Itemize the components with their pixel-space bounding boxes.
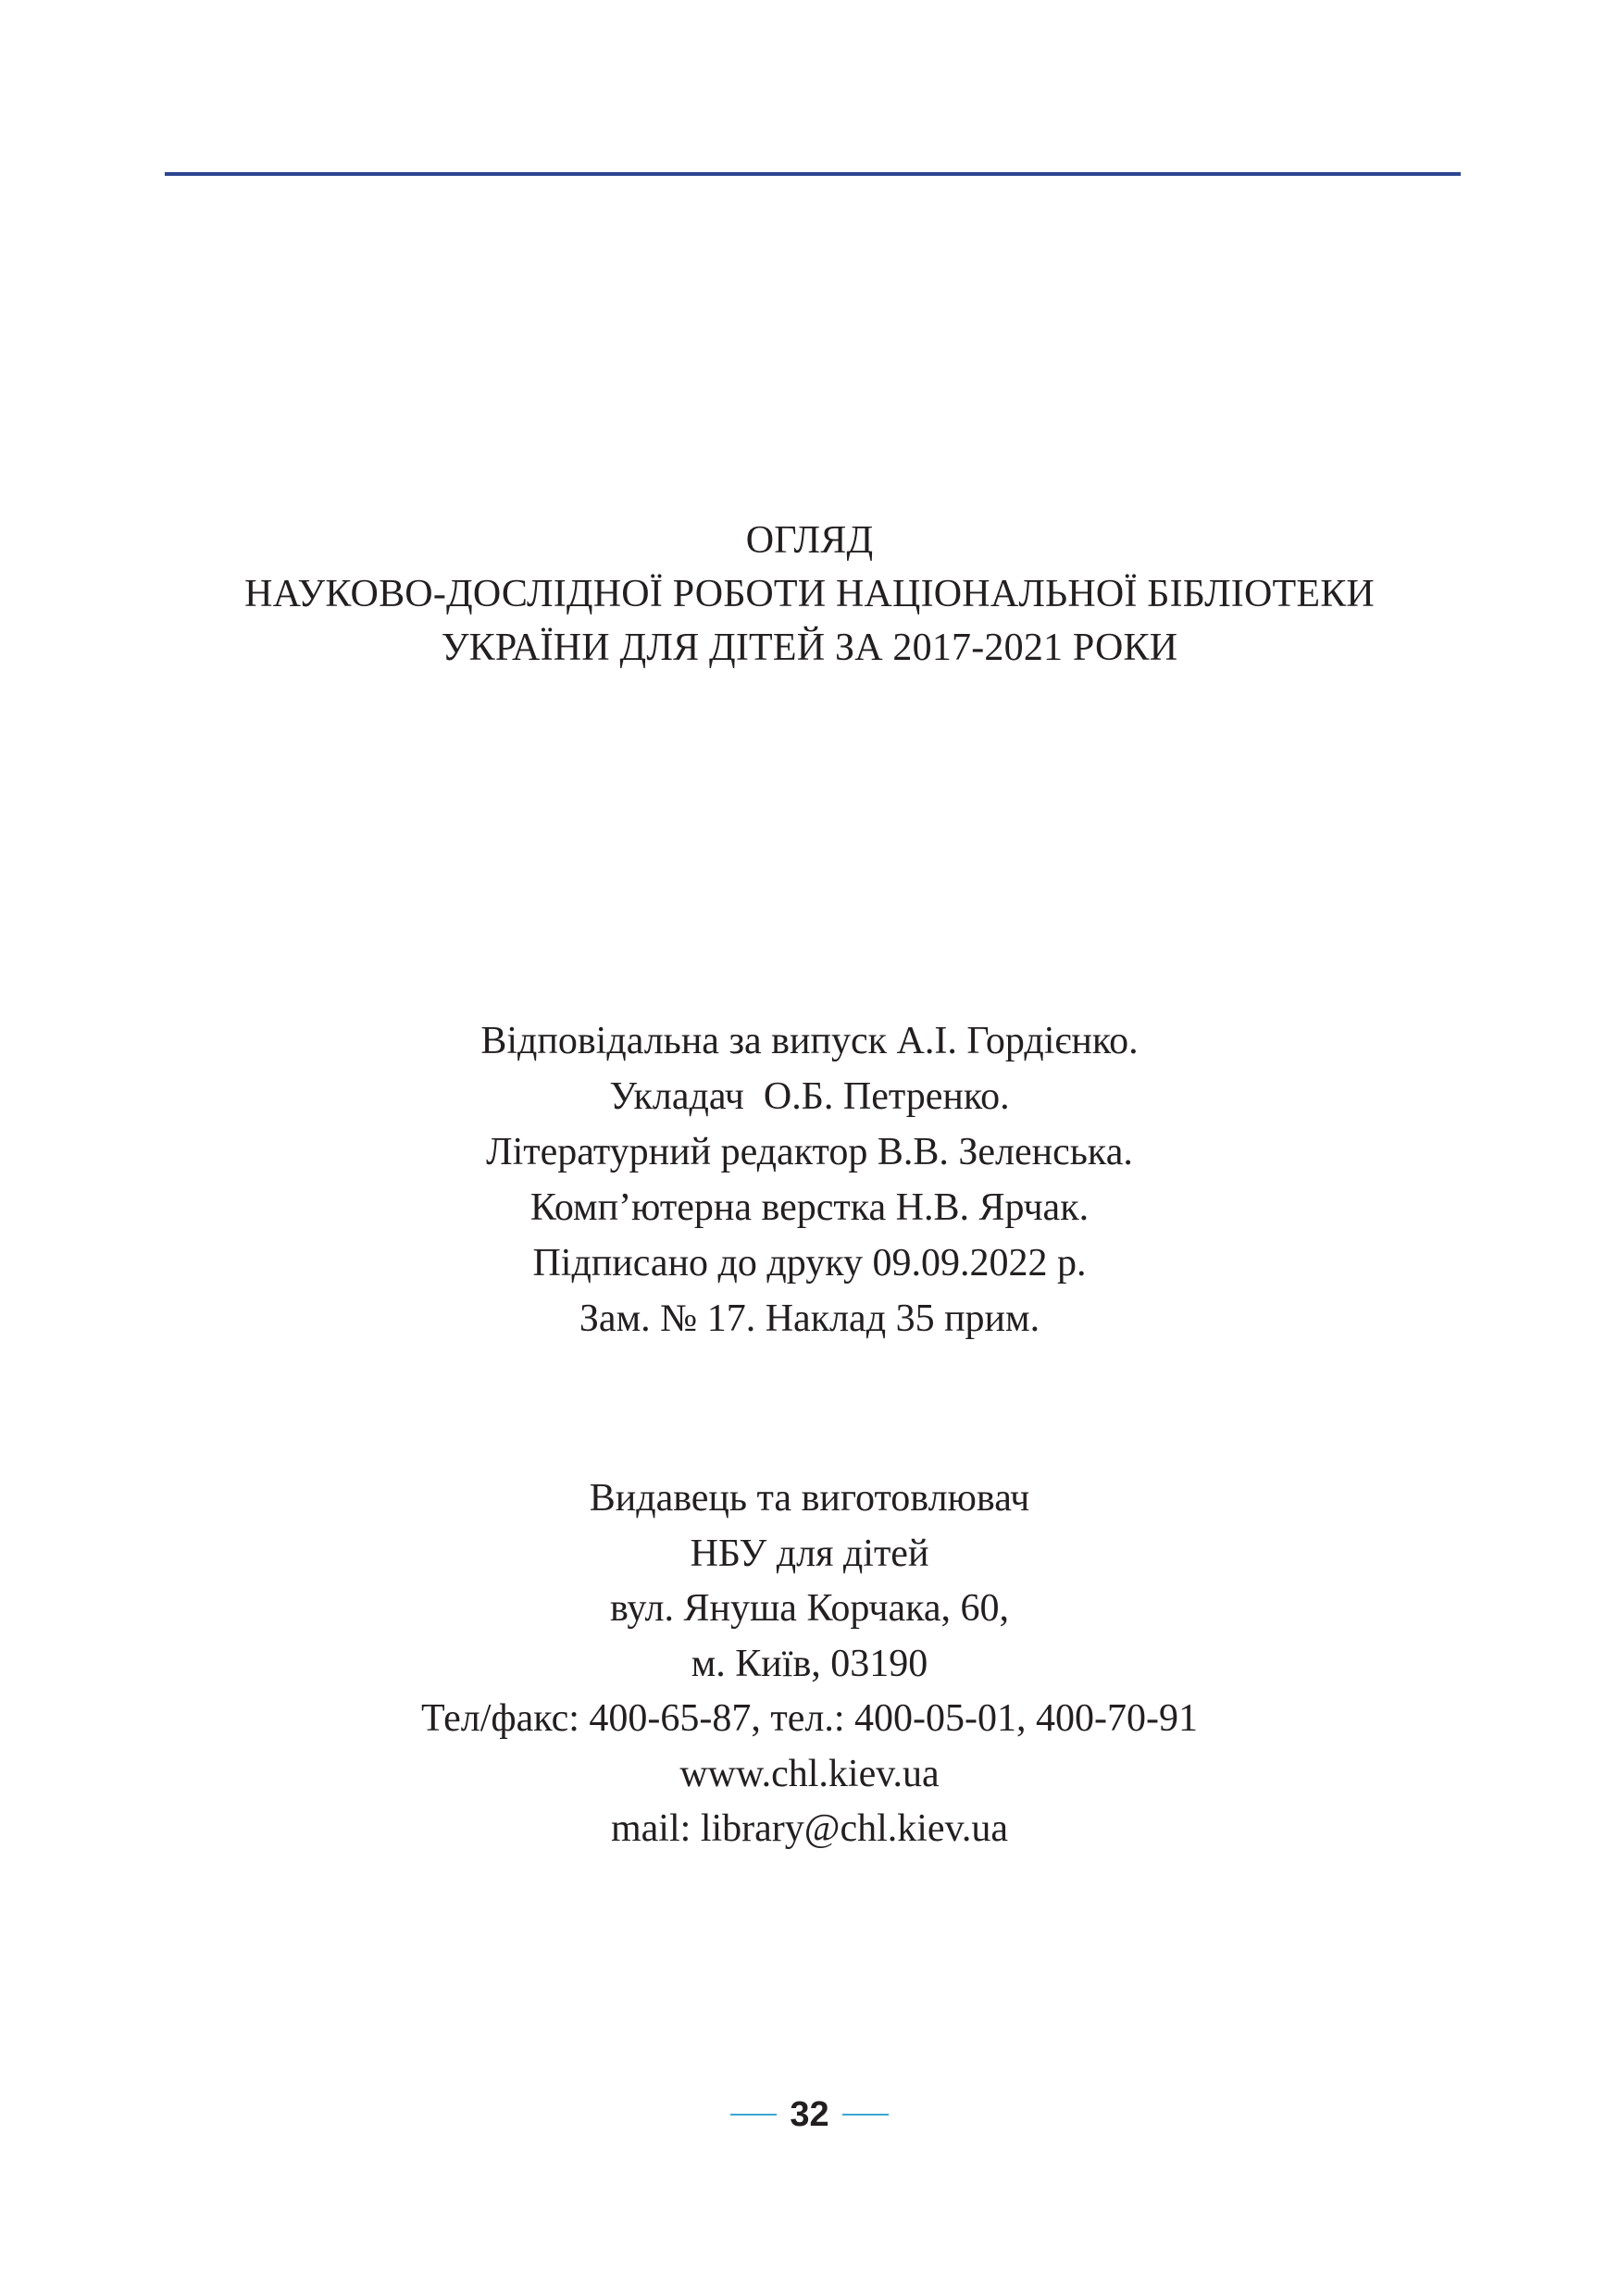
- title-line: УКРАЇНИ ДЛЯ ДІТЕЙ ЗА 2017-2021 РОКИ: [441, 627, 1178, 669]
- page-number: 32: [790, 2095, 829, 2134]
- credit-line: Укладач О.Б. Петренко.: [609, 1075, 1010, 1118]
- page-number-dash-right: [842, 2114, 889, 2116]
- credits-block: [0, 1013, 1619, 1347]
- document-title: [0, 514, 1619, 675]
- publisher-block: [0, 1471, 1619, 1857]
- header-rule: [165, 172, 1461, 176]
- publisher-email: mail: library@chl.kiev.ua: [611, 1807, 1008, 1850]
- page-number-dash-left: [730, 2114, 777, 2116]
- credit-line: Відповідальна за випуск А.І. Гордієнко.: [480, 1020, 1139, 1062]
- publisher-line: Видавець та виготовлювач: [589, 1477, 1030, 1520]
- title-line: ОГЛЯД: [745, 519, 874, 562]
- publisher-line: Тел/факс: 400-65-87, тел.: 400-05-01, 400-70-91: [421, 1697, 1198, 1740]
- credit-line: Комп’ютерна верстка Н.В. Ярчак.: [529, 1186, 1090, 1229]
- credit-line: Літературний редактор В.В. Зеленська.: [486, 1131, 1133, 1173]
- publisher-line: вул. Януша Корчака, 60,: [609, 1587, 1010, 1630]
- publisher-website: www.chl.kiev.ua: [679, 1752, 940, 1795]
- page-footer: [0, 2093, 1619, 2136]
- credit-line: Підписано до друку 09.09.2022 р.: [532, 1242, 1087, 1285]
- publisher-line: НБУ для дітей: [690, 1532, 929, 1575]
- title-line: НАУКОВО-ДОСЛІДНОЇ РОБОТИ НАЦІОНАЛЬНОЇ БІБЛІОТЕКИ: [244, 573, 1375, 615]
- publisher-line: м. Київ, 03190: [691, 1642, 928, 1685]
- credit-line: Зам. № 17. Наклад 35 прим.: [579, 1297, 1040, 1340]
